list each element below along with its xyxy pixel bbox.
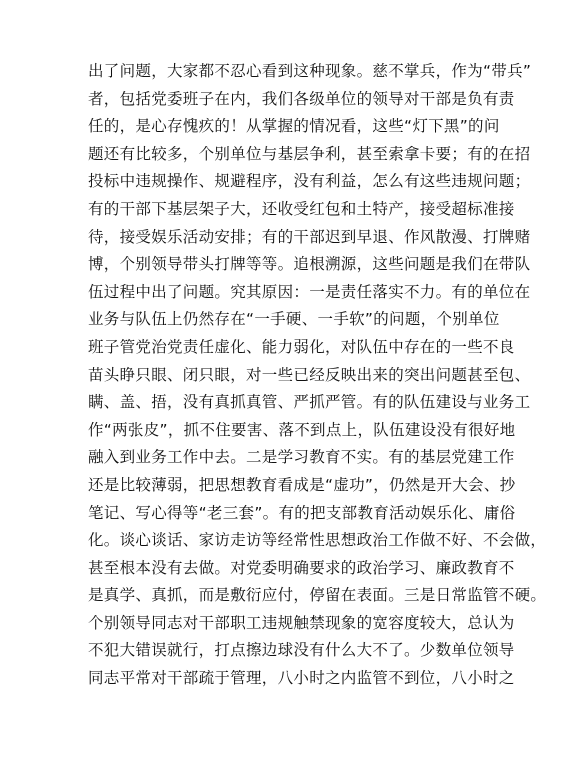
text-line: 作“两张皮”，抓不住要害、落不到点上，队伍建设没有很好地: [88, 420, 516, 439]
text-line: 还是比较薄弱，把思想教育看成是“虚功”，仍然是开大会、抄: [88, 475, 516, 494]
text-line: 者，包括党委班子在内，我们各级单位的领导对干部是负有责: [88, 89, 515, 108]
text-line: 博，个别领导带头打牌等等。追根溯源，这些问题是我们在带队: [88, 255, 531, 274]
text-line: 是真学、真抓，而是敷衍应付，停留在表面。三是日常监管不硬。: [88, 586, 547, 605]
text-line: 伍过程中出了问题。究其原因：一是责任落实不力。有的单位在: [88, 282, 531, 301]
text-line: 个别领导同志对干部职工违规触禁现象的宽容度较大，总认为: [88, 613, 515, 632]
text-line: 笔记、写心得等“老三套”。有的把支部教育活动娱乐化、庸俗: [88, 503, 516, 522]
text-line: 题还有比较多，个别单位与基层争利，甚至索拿卡要；有的在招: [88, 144, 531, 163]
text-line: 出了问题，大家都不忍心看到这种现象。慈不掌兵，作为“带兵”: [88, 62, 532, 80]
text-line: 待，接受娱乐活动安排；有的干部迟到早退、作风散漫、打牌赌: [88, 227, 531, 246]
text-line: 业务与队伍上仍然存在“一手硬、一手软”的问题，个别单位: [88, 310, 500, 329]
text-line: 不犯大错误就行，打点擦边球没有什么大不了。少数单位领导: [88, 641, 515, 660]
text-line: 班子管党治党责任虚化、能力弱化，对队伍中存在的一些不良: [88, 337, 515, 356]
text-line: 苗头睁只眼、闭只眼，对一些已经反映出来的突出问题甚至包、: [88, 365, 531, 384]
text-line: 有的干部下基层架子大，还收受红包和土特产，接受超标准接: [88, 199, 515, 218]
text-line: 瞒、盖、捂，没有真抓真管、严抓严管。有的队伍建设与业务工: [88, 393, 531, 412]
body-text: [88, 58, 547, 693]
text-line: 甚至根本没有去做。对党委明确要求的政治学习、廉政教育不: [88, 558, 515, 577]
text-line: 同志平常对干部疏于管理，八小时之内监管不到位，八小时之: [88, 669, 515, 688]
text-line: 融入到业务工作中去。二是学习教育不实。有的基层党建工作: [88, 448, 515, 467]
text-line: 投标中违规操作、规避程序，没有利益，怎么有这些违规问题；: [88, 172, 531, 191]
text-line: 化。谈心谈话、家访走访等经常性思想政治工作做不好、不会做，: [88, 531, 547, 550]
text-line: 任的，是心存愧疚的！从掌握的情况看，这些“灯下黑”的问: [88, 117, 500, 136]
